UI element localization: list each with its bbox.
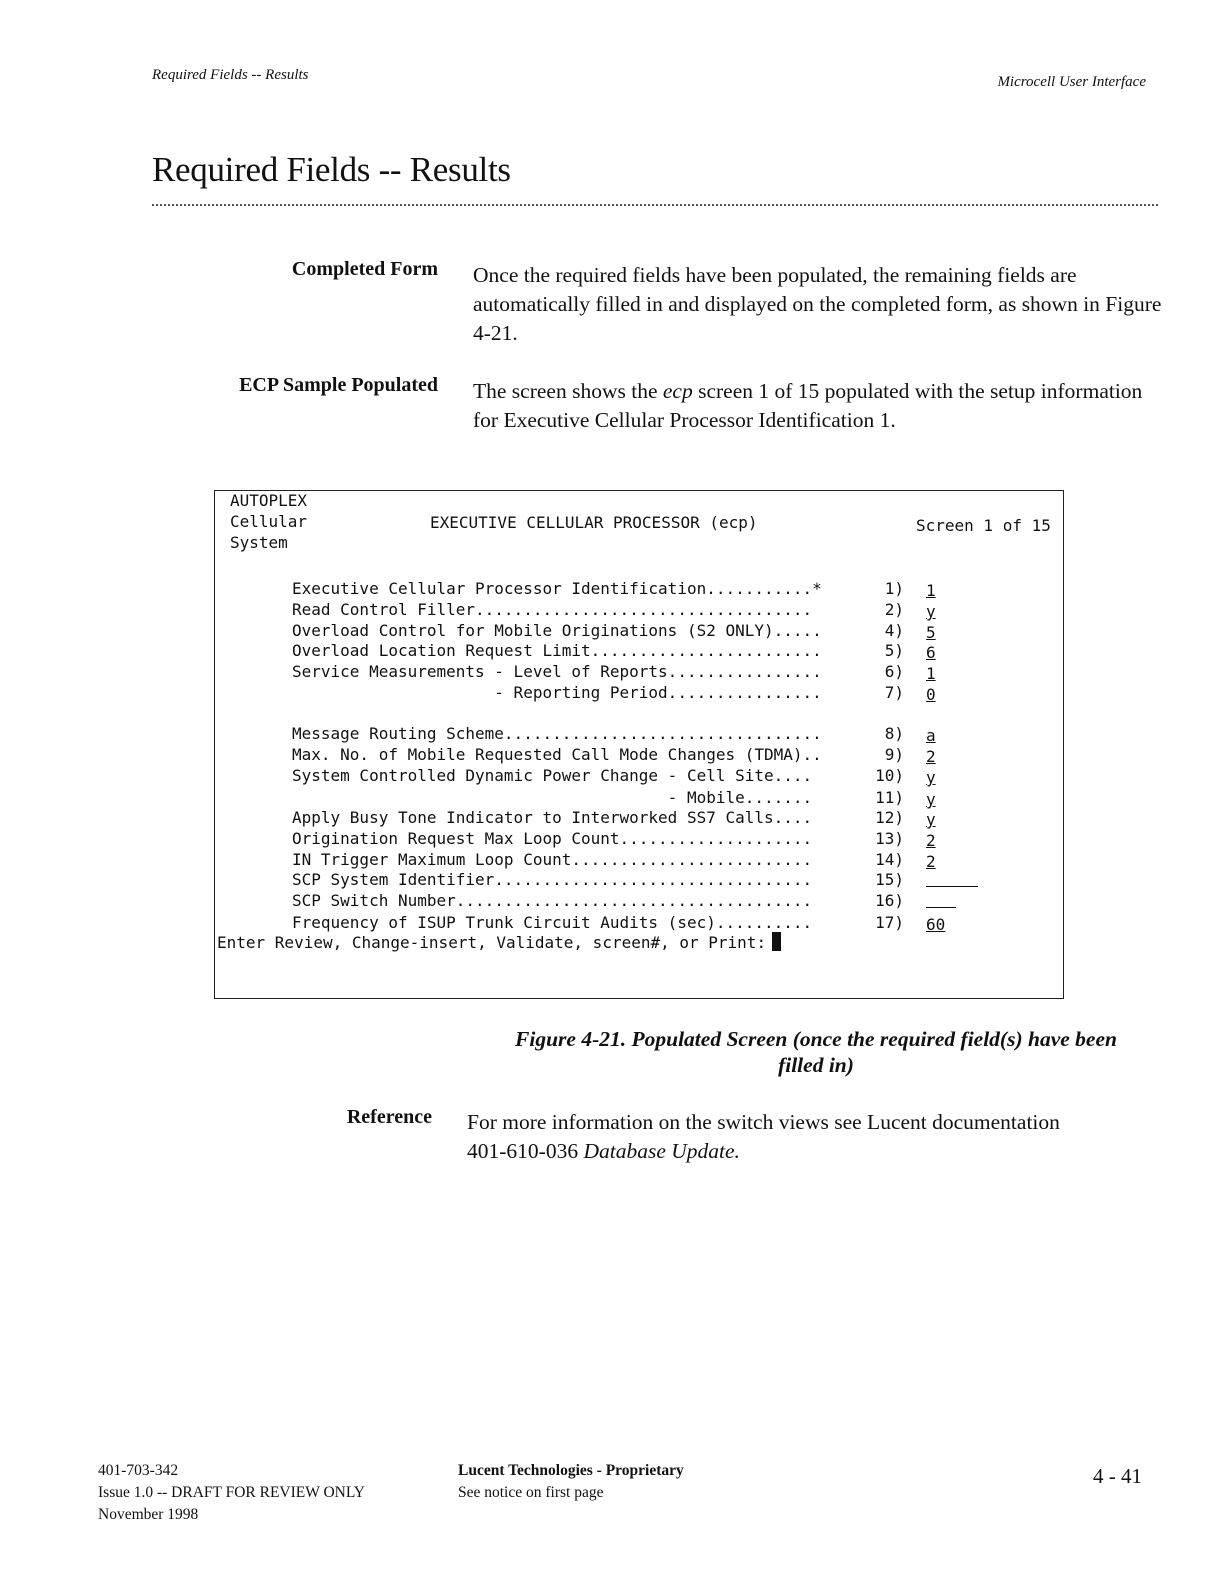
- notice-line: See notice on first page: [458, 1484, 604, 1501]
- field-label: Message Routing Scheme.................................: [292, 724, 822, 743]
- field-label: Service Measurements - Level of Reports................: [292, 662, 822, 681]
- field-label: Read Control Filler...................................: [292, 600, 813, 619]
- section-text-ecp-sample: The screen shows the ecp screen 1 of 15 populated with the setup information for Executive Cellular Processor Identification 1.: [473, 379, 1143, 432]
- field-value[interactable]: 2: [926, 852, 936, 871]
- cursor: [772, 932, 781, 951]
- field-label: IN Trigger Maximum Loop Count.........................: [292, 850, 813, 869]
- reference-text: For more information on the switch views see Lucent documentation 401-610-036 Database Update.: [467, 1110, 1060, 1163]
- running-header-left: Required Fields -- Results: [152, 67, 309, 83]
- command-prompt[interactable]: Enter Review, Change-insert, Validate, screen#, or Print:: [217, 932, 781, 953]
- doc-number: 401-703-342: [98, 1462, 179, 1479]
- field-label: SCP Switch Number.....................................: [292, 891, 813, 910]
- footer-center: [458, 1460, 684, 1504]
- brand-line-system: System: [230, 533, 288, 552]
- field-label: Apply Busy Tone Indicator to Interworked SS7 Calls....: [292, 808, 813, 827]
- field-number: 6): [884, 662, 904, 681]
- field-label: Origination Request Max Loop Count....................: [292, 829, 813, 848]
- title-rule: [152, 204, 1158, 206]
- field-number: 7): [884, 683, 904, 702]
- field-number: 13): [875, 829, 904, 848]
- field-value-blank[interactable]: [926, 907, 956, 908]
- field-label: SCP System Identifier.................................: [292, 870, 813, 889]
- ecp-emphasis: ecp: [662, 379, 693, 403]
- section-label-ecp-sample: ECP Sample Populated: [239, 374, 438, 396]
- field-value[interactable]: y: [926, 810, 936, 829]
- field-number: 10): [875, 766, 904, 785]
- field-value-blank[interactable]: [926, 886, 978, 887]
- screen-count: Screen 1 of 15: [916, 516, 1051, 535]
- field-label: Executive Cellular Processor Identification...........*: [292, 579, 822, 598]
- field-number: 8): [884, 724, 904, 743]
- screen-title: EXECUTIVE CELLULAR PROCESSOR (ecp): [430, 513, 758, 532]
- brand-line-autoplex: AUTOPLEX: [230, 491, 308, 510]
- page-number: 4 - 41: [1093, 1464, 1142, 1488]
- field-number: 1): [884, 579, 904, 598]
- field-value[interactable]: 2: [926, 747, 936, 766]
- figure-caption-line-2: filled in): [778, 1053, 854, 1077]
- field-number: 11): [875, 788, 904, 807]
- field-number: 12): [875, 808, 904, 827]
- field-number: 2): [884, 600, 904, 619]
- field-value[interactable]: 5: [926, 623, 936, 642]
- field-value[interactable]: 60: [926, 915, 946, 934]
- field-value[interactable]: 2: [926, 831, 936, 850]
- field-value[interactable]: 1: [926, 664, 936, 683]
- field-value[interactable]: y: [926, 602, 936, 621]
- field-number: 15): [875, 870, 904, 889]
- field-label: - Reporting Period................: [292, 683, 822, 702]
- brand-line-cellular: Cellular: [230, 512, 308, 531]
- field-label: System Controlled Dynamic Power Change - Cell Site....: [292, 766, 813, 785]
- field-value[interactable]: y: [926, 790, 936, 809]
- field-label: Overload Control for Mobile Originations (S2 ONLY).....: [292, 621, 822, 640]
- field-value[interactable]: 0: [926, 685, 936, 704]
- field-number: 16): [875, 891, 904, 910]
- issue-line: Issue 1.0 -- DRAFT FOR REVIEW ONLY: [98, 1484, 365, 1501]
- field-value[interactable]: y: [926, 768, 936, 787]
- field-number: 9): [884, 745, 904, 764]
- date-line: November 1998: [98, 1506, 199, 1523]
- field-number: 4): [884, 621, 904, 640]
- running-header-right: Microcell User Interface: [997, 74, 1146, 90]
- field-number: 17): [875, 913, 904, 932]
- figure-caption-line-1: Figure 4-21. Populated Screen (once the required field(s) have been: [515, 1027, 1117, 1051]
- field-label: Max. No. of Mobile Requested Call Mode Changes (TDMA)..: [292, 745, 822, 764]
- section-text-completed-form: Once the required fields have been populated, the remaining fields are automatically filled in and displayed on the completed form, as shown in Figure 4-21.: [473, 263, 1162, 345]
- field-value[interactable]: 6: [926, 643, 936, 662]
- figure-caption: [466, 1026, 1166, 1078]
- company-line: Lucent Technologies - Proprietary: [458, 1462, 684, 1479]
- footer-left: [98, 1460, 365, 1526]
- database-update-title: Database Update.: [583, 1139, 740, 1163]
- reference-label: Reference: [346, 1106, 432, 1128]
- field-label: Overload Location Request Limit........................: [292, 641, 822, 660]
- field-value[interactable]: a: [926, 726, 936, 745]
- field-number: 5): [884, 641, 904, 660]
- field-label: - Mobile.......: [292, 788, 813, 807]
- field-number: 14): [875, 850, 904, 869]
- page-title: Required Fields -- Results: [152, 150, 511, 189]
- field-label: Frequency of ISUP Trunk Circuit Audits (sec)..........: [292, 913, 813, 932]
- field-value[interactable]: 1: [926, 581, 936, 600]
- section-label-completed-form: Completed Form: [291, 258, 438, 280]
